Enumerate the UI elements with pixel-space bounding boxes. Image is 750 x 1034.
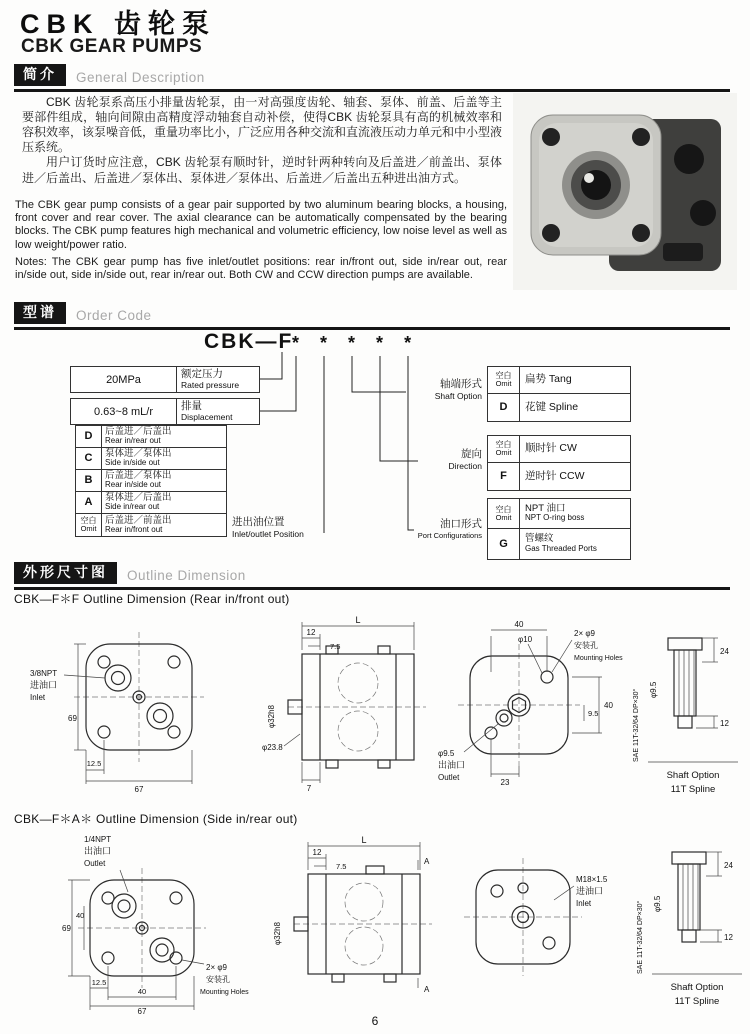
d2-outlet-size-label: 1/4NPT — [84, 835, 112, 844]
d1-inlet-zh-label: 进油口 — [30, 680, 58, 690]
direction-code-en: Omit — [495, 448, 512, 458]
shaft-caption-2: 11T Spline — [670, 784, 716, 795]
position-group-label — [232, 516, 304, 540]
d2-rear-geometry — [464, 858, 582, 976]
position-code-zh: 空白 — [80, 516, 97, 526]
section-heading-en: General Description — [76, 69, 205, 85]
dim-7-5: 7.5 — [330, 642, 341, 651]
direction-code: F — [488, 463, 520, 490]
port-desc-zh: 管螺纹 — [525, 533, 554, 545]
drawing-2-title: CBK—F＊A＊ Outline Dimension (Side in/rear out) — [14, 812, 298, 826]
dim-24: 24 — [720, 647, 729, 656]
inlet-thread: M18×1.5 — [576, 875, 608, 884]
displacement-label-en: Displacement — [181, 411, 233, 422]
mounting-holes-size: 2× φ9 — [574, 629, 595, 638]
shaft-desc: 花键 Spline — [525, 400, 579, 413]
order-code-diagram — [0, 330, 750, 558]
dim-bore: φ32h8 — [273, 922, 282, 945]
port-desc-en: Gas Threaded Ports — [525, 543, 597, 553]
d1-side-geometry — [284, 622, 426, 783]
section-heading-en: Outline Dimension — [127, 567, 246, 583]
d1-side-view — [262, 610, 434, 802]
position-en: Side in/rear out — [105, 502, 160, 512]
dim-40-right: 40 — [604, 701, 613, 710]
shaft-phi: φ9.5 — [649, 681, 658, 698]
dim-67: 67 — [134, 785, 144, 794]
rated-pressure-value: 20MPa — [71, 367, 177, 392]
mounting-holes-zh: 安装孔 — [574, 641, 598, 650]
dim-9-5: 9.5 — [588, 709, 599, 718]
section-heading-en: Order Code — [76, 307, 152, 323]
direction-table — [487, 435, 631, 491]
shaft-caption-2: 11T Spline — [674, 996, 720, 1007]
table-row — [76, 514, 226, 536]
d1-front-geometry — [64, 632, 204, 784]
dim-12: 12 — [312, 848, 322, 857]
drawing-1 — [0, 610, 750, 806]
d2-rear-view — [448, 836, 626, 1008]
d2-shaft-geometry — [652, 852, 742, 974]
shaft-desc: 扁势 Tang — [525, 373, 572, 386]
intro-zh-paragraph-2: 用户订货时应注意，CBK 齿轮泵有顺时针，逆时针两种转向及后盖进／前盖出、泵体进／后盖出、后盖进／泵体出、泵体进／泵体出、后盖进／后盖出五种进出油方式。 — [22, 155, 502, 185]
rated-pressure-label-en: Rated pressure — [181, 379, 240, 390]
d1-inlet-size-label: 3/8NPT — [30, 669, 58, 678]
displacement-value: 0.63~8 mL/r — [71, 399, 177, 424]
d1-inlet-en-label: Inlet — [30, 693, 46, 702]
direction-desc: 顺时针 CW — [525, 442, 577, 455]
dim-12: 12 — [724, 933, 733, 942]
dim-7-5: 7.5 — [336, 862, 347, 871]
d2-shaft-detail — [622, 830, 747, 1014]
section-heading-zh: 简介 — [14, 64, 66, 86]
dim-40-bottom: 40 — [137, 987, 147, 996]
dim-L: L — [355, 615, 361, 625]
d1-front-view — [28, 618, 263, 803]
dim-23-8: φ23.8 — [262, 743, 283, 752]
port-desc-zh: NPT 油口 — [525, 502, 566, 514]
port-config-label-zh: 油口形式 — [440, 518, 482, 530]
dim-23: 23 — [500, 778, 510, 787]
outlet-phi: φ9.5 — [438, 749, 455, 758]
mounting-holes-en: Mounting Holes — [574, 655, 623, 662]
direction-label-en: Direction — [448, 460, 482, 471]
position-group-label-zh: 进出油位置 — [232, 516, 285, 528]
page-number: 6 — [371, 1014, 379, 1028]
position-zh: 后盖进／后盖出 — [105, 426, 172, 438]
shaft-caption-1: Shaft Option — [666, 770, 720, 781]
dim-12: 12 — [306, 628, 316, 637]
port-code-zh: 空白 — [495, 504, 512, 514]
inlet-zh: 进油口 — [576, 886, 604, 896]
position-en: Rear in/side out — [105, 480, 162, 490]
rated-pressure-table — [70, 366, 260, 393]
direction-code-zh: 空白 — [495, 440, 512, 450]
shaft-caption-1: Shaft Option — [670, 982, 724, 993]
section-heading-outline — [14, 562, 730, 590]
position-code: B — [76, 470, 102, 491]
port-config-label-en: Port Configurations — [417, 530, 482, 540]
position-group-label-en: Inlet/outlet Position — [232, 529, 304, 540]
inlet-outlet-position-table — [75, 425, 227, 537]
pump-body — [513, 93, 737, 290]
direction-label — [420, 448, 482, 471]
table-row — [488, 367, 630, 394]
port-config-table — [487, 498, 631, 560]
section-heading-zh: 型谱 — [14, 302, 66, 324]
d2-side-view — [268, 830, 440, 1014]
spline-spec: SAE 11T-32/64 DP×30° — [633, 688, 640, 762]
shaft-option-label-zh: 轴端形式 — [440, 378, 482, 390]
order-star: * — [376, 333, 384, 353]
dim-L: L — [361, 835, 367, 845]
port-code: G — [488, 529, 520, 559]
d2-outlet-zh-label: 出油口 — [84, 846, 112, 856]
section-marker-a-bottom: A — [424, 985, 430, 994]
shaft-option-label — [408, 378, 482, 401]
dim-7: 7 — [306, 784, 312, 793]
order-star: * — [292, 333, 300, 353]
shaft-option-table — [487, 366, 631, 422]
rated-pressure-label-zh: 额定压力 — [181, 368, 223, 381]
mounting-holes-size: 2× φ9 — [206, 963, 227, 972]
dim-12-5: 12.5 — [91, 978, 107, 987]
shaft-phi: φ9.5 — [653, 895, 662, 912]
intro-chinese-text — [22, 95, 502, 186]
dim-40-top: 40 — [514, 620, 524, 629]
table-row — [488, 499, 630, 529]
mounting-holes-en: Mounting Holes — [200, 989, 249, 996]
position-code: C — [76, 448, 102, 469]
dim-69: 69 — [62, 924, 71, 933]
table-row — [76, 470, 226, 492]
shaft-option-label-en: Shaft Option — [434, 390, 482, 401]
shaft-code: D — [488, 394, 520, 421]
dim-bore: φ32h8 — [267, 705, 276, 728]
inlet-en: Inlet — [576, 899, 592, 908]
spline-spec: SAE 11T-32/64 DP×30° — [637, 900, 644, 974]
d1-rear-view — [438, 616, 626, 798]
table-row — [76, 448, 226, 470]
mounting-holes-zh: 安装孔 — [206, 975, 230, 984]
displacement-label-zh: 排量 — [181, 400, 202, 413]
port-code-en: Omit — [495, 512, 512, 522]
order-code-stars — [292, 333, 411, 354]
drawing-2 — [0, 830, 750, 1014]
d2-outlet-en-label: Outlet — [84, 859, 106, 868]
d2-front-view — [28, 830, 268, 1014]
section-heading-intro — [14, 64, 730, 92]
position-en: Rear in/front out — [105, 524, 163, 534]
section-heading-order — [14, 302, 730, 330]
dim-67: 67 — [137, 1007, 147, 1016]
order-star: * — [320, 333, 328, 353]
order-star: * — [348, 333, 356, 353]
d1-shaft-geometry — [648, 638, 738, 762]
position-en: Rear in/rear out — [105, 436, 161, 446]
table-row — [76, 426, 226, 448]
position-zh: 泵体进／后盖出 — [105, 492, 172, 504]
position-code-en: Omit — [80, 524, 97, 534]
table-row — [76, 492, 226, 514]
table-row — [488, 529, 630, 559]
dim-69: 69 — [68, 714, 77, 723]
order-code-connectors — [260, 352, 418, 533]
d2-side-geometry — [294, 842, 432, 988]
position-zh: 后盖进／前盖出 — [105, 514, 172, 526]
intro-zh-paragraph-1: CBK 齿轮泵系高压小排量齿轮泵，由一对高强度齿轮、轴套、泵体、前盖、后盖等主要部件组成，轴向间隙由高精度浮动轴套自动补偿，使得CBK 齿轮泵具有高的机械效率和容积效率，该泵噪音低，重量功率比小，广泛应用各种交流和直流液压动力单元和中小型液压系统。 — [22, 95, 503, 155]
table-row — [488, 436, 630, 463]
dim-12-5: 12.5 — [86, 759, 102, 768]
shaft-code-en: Omit — [495, 379, 512, 389]
section-marker-a-top: A — [424, 857, 430, 866]
d1-shaft-detail — [618, 612, 743, 804]
order-star: * — [404, 333, 412, 353]
direction-label-zh: 旋向 — [461, 448, 482, 460]
table-row — [488, 394, 630, 421]
dim-phi10: φ10 — [518, 635, 533, 644]
section-heading-zh: 外形尺寸图 — [14, 562, 117, 584]
page-title-zh: CBK 齿轮泵 — [20, 9, 216, 39]
displacement-table — [70, 398, 260, 425]
port-config-label — [404, 518, 482, 540]
dim-24: 24 — [724, 861, 733, 870]
dim-40-left: 40 — [76, 911, 85, 920]
product-photo — [513, 93, 737, 290]
order-code-text: CBK—F — [204, 330, 294, 353]
intro-en-paragraph-2: Notes: The CBK gear pump has five inlet/outlet positions: rear in/front out, side in/rear out, rear in/side out, side in/side out, rear in/rear out. Both CW and CCW direction pumps are available. — [15, 255, 507, 281]
position-code: D — [76, 426, 102, 447]
intro-english-text — [15, 199, 507, 282]
gear-pump-photo-illustration — [513, 93, 737, 290]
port-desc-en: NPT O-ring boss — [525, 513, 585, 523]
outlet-zh: 出油口 — [438, 760, 466, 770]
shaft-code-zh: 空白 — [495, 371, 512, 381]
d1-rear-geometry — [458, 630, 602, 777]
position-zh: 后盖进／泵体出 — [105, 470, 172, 482]
drawing-1-title: CBK—F＊F Outline Dimension (Rear in/front out) — [14, 592, 290, 606]
direction-desc: 逆时针 CCW — [525, 469, 585, 482]
position-code: A — [76, 492, 102, 513]
table-row — [488, 463, 630, 490]
position-zh: 泵体进／泵体出 — [105, 448, 172, 460]
outlet-en: Outlet — [438, 773, 460, 782]
position-en: Side in/side out — [105, 458, 160, 468]
intro-en-paragraph-1: The CBK gear pump consists of a gear pair supported by two aluminum bearing blocks, a housing, front cover and rear cover. The axial clearance can be automatically compensated by the bearing blocks. The CBK pump features high mechanical and volumetric efficiency, low noise level as well as low weight/power ratio. — [15, 199, 507, 251]
dim-12: 12 — [720, 719, 729, 728]
page-title-en: CBK GEAR PUMPS — [21, 36, 203, 57]
